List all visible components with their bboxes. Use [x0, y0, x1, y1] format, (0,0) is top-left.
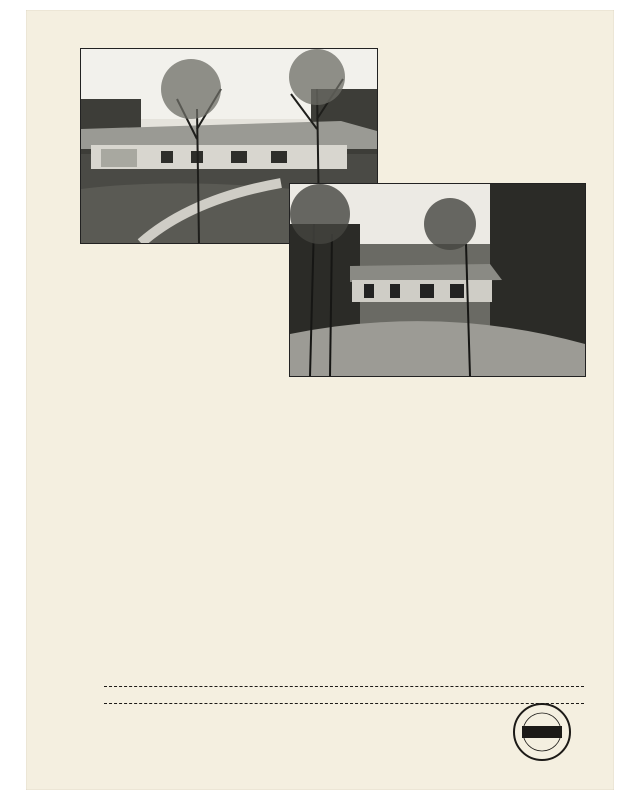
- divider: [104, 686, 584, 687]
- house-photo-2-image: [290, 184, 585, 376]
- prepared-by-badge: [512, 702, 572, 762]
- house-exterior-photo-2: [289, 183, 586, 377]
- price-row: [104, 646, 584, 656]
- rmsi-badge-icon: [512, 702, 572, 762]
- listing-sheet: [26, 10, 614, 790]
